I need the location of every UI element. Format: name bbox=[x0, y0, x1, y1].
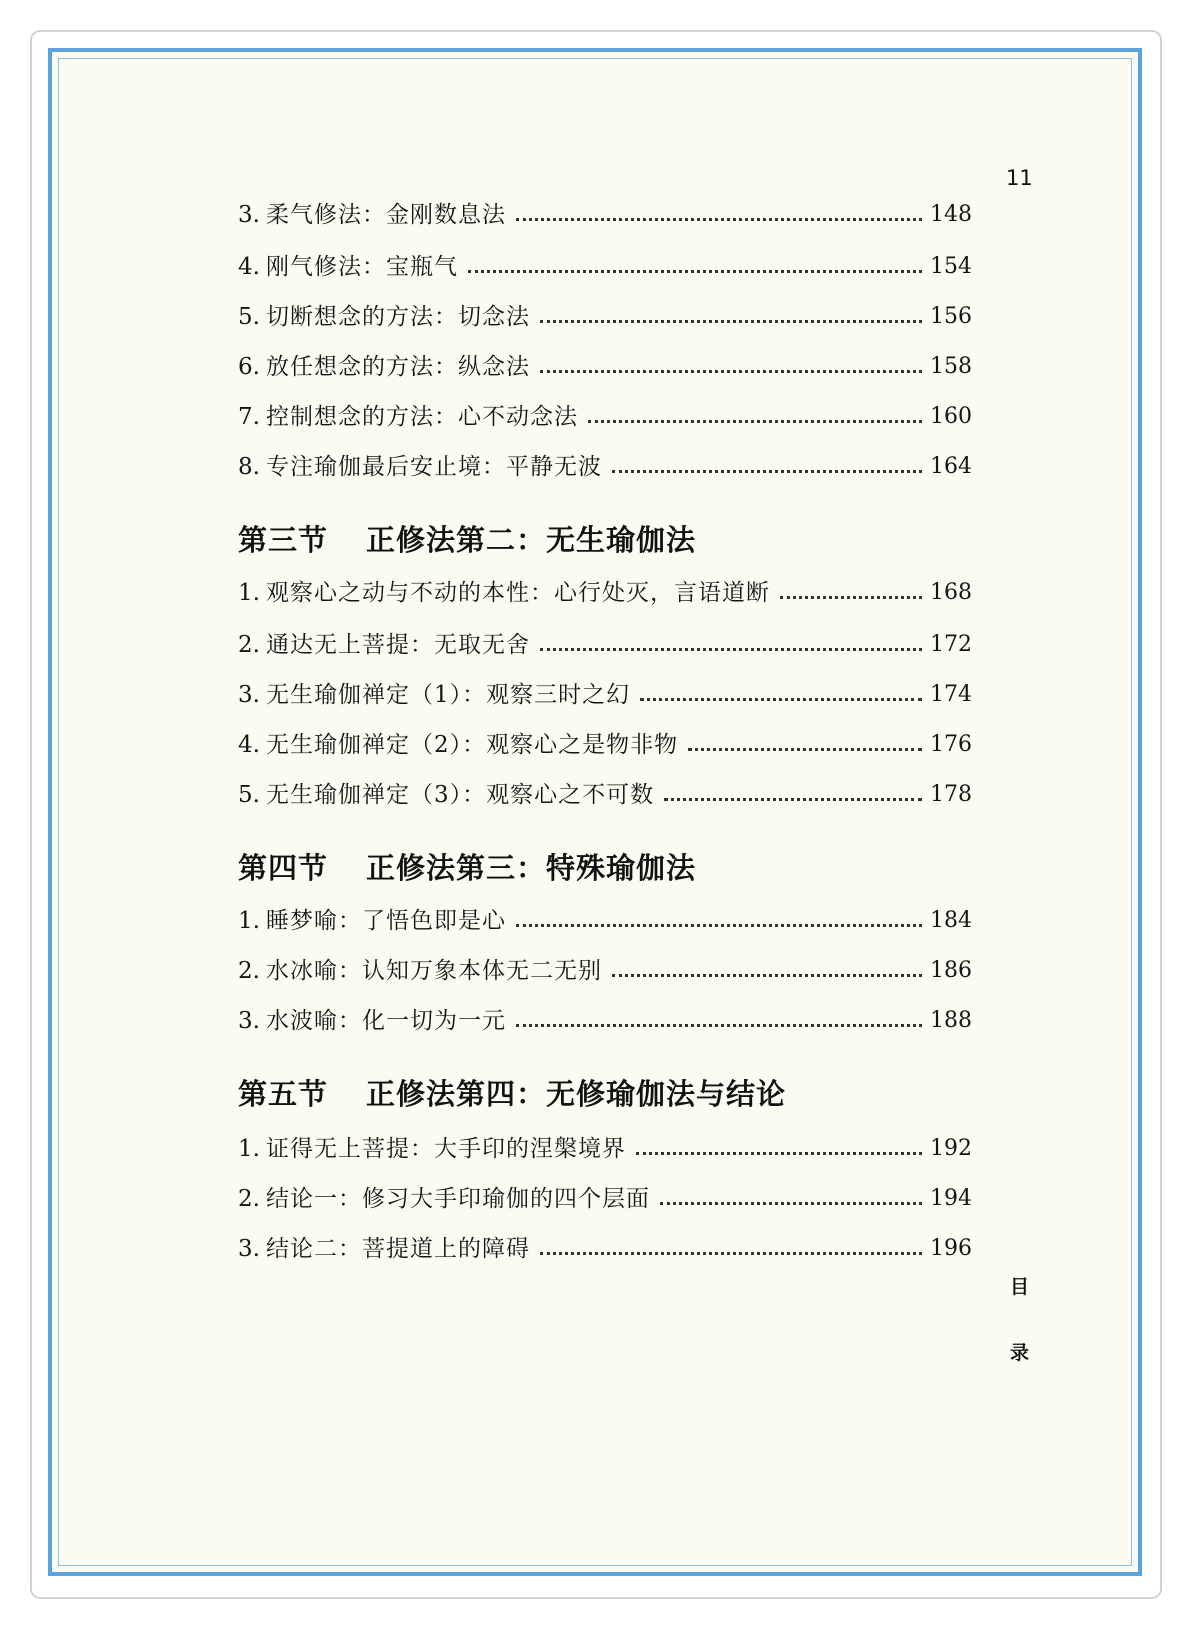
toc-entry[interactable] bbox=[238, 780, 972, 810]
toc-entry[interactable] bbox=[238, 302, 972, 332]
section-heading[interactable] bbox=[238, 846, 696, 887]
entry-title: 通达无上菩提：无取无舍 bbox=[265, 632, 530, 658]
entry-page-number: 172 bbox=[930, 632, 972, 657]
entry-title: 专注瑜伽最后安止境：平静无波 bbox=[265, 454, 602, 480]
entry-number: 2. bbox=[238, 632, 260, 658]
entry-number: 4. bbox=[238, 254, 260, 280]
entry-number: 6. bbox=[238, 354, 260, 380]
entry-title: 无生瑜伽禅定（3）：观察心之不可数 bbox=[265, 782, 655, 808]
entry-number: 8. bbox=[238, 454, 260, 480]
entry-title: 放任想念的方法：纵念法 bbox=[265, 354, 530, 380]
section-title: 正修法第四：无修瑜伽法与结论 bbox=[366, 1077, 787, 1111]
entry-number: 3. bbox=[238, 1008, 260, 1034]
side-label-char-1: 目 bbox=[1010, 1276, 1030, 1298]
entry-page-number: 186 bbox=[930, 958, 972, 983]
entry-number: 5. bbox=[238, 782, 260, 808]
dot-leader bbox=[540, 648, 922, 651]
section-heading[interactable] bbox=[238, 518, 696, 559]
dot-leader bbox=[540, 1252, 922, 1255]
entry-title: 无生瑜伽禅定（2）：观察心之是物非物 bbox=[265, 732, 679, 758]
entry-title: 控制想念的方法：心不动念法 bbox=[265, 404, 578, 430]
toc-entry[interactable] bbox=[238, 200, 972, 230]
dot-leader bbox=[664, 798, 922, 801]
dot-leader bbox=[588, 420, 922, 423]
entry-number: 5. bbox=[238, 304, 260, 330]
entry-title: 观察心之动与不动的本性：心行处灭，言语道断 bbox=[265, 580, 770, 606]
toc-entry[interactable] bbox=[238, 680, 972, 710]
entry-page-number: 184 bbox=[930, 908, 972, 933]
section-label: 第五节 bbox=[238, 1077, 329, 1111]
dot-leader bbox=[640, 698, 922, 701]
entry-page-number: 174 bbox=[930, 682, 972, 707]
entry-page-number: 192 bbox=[930, 1136, 972, 1161]
toc-entry[interactable] bbox=[238, 252, 972, 282]
dot-leader bbox=[612, 974, 922, 977]
section-label: 第四节 bbox=[238, 851, 329, 885]
dot-leader bbox=[468, 270, 922, 273]
entry-number: 1. bbox=[238, 580, 260, 606]
entry-title: 刚气修法：宝瓶气 bbox=[265, 254, 458, 280]
toc-entry[interactable] bbox=[238, 1006, 972, 1036]
page-number: 11 bbox=[1006, 166, 1033, 190]
toc-entry[interactable] bbox=[238, 630, 972, 660]
toc-entry[interactable] bbox=[238, 402, 972, 432]
entry-title: 结论一：修习大手印瑜伽的四个层面 bbox=[265, 1186, 650, 1212]
dot-leader bbox=[688, 748, 922, 751]
entry-number: 3. bbox=[238, 202, 260, 228]
section-title: 正修法第二：无生瑜伽法 bbox=[366, 523, 697, 557]
entry-title: 结论二：菩提道上的障碍 bbox=[265, 1236, 530, 1262]
entry-number: 4. bbox=[238, 732, 260, 758]
entry-number: 1. bbox=[238, 908, 260, 934]
dot-leader bbox=[636, 1152, 922, 1155]
entry-page-number: 196 bbox=[930, 1236, 972, 1261]
dot-leader bbox=[540, 370, 922, 373]
entry-page-number: 160 bbox=[930, 404, 972, 429]
entry-page-number: 148 bbox=[930, 202, 972, 227]
entry-title: 水波喻：化一切为一元 bbox=[265, 1008, 506, 1034]
toc-entry[interactable] bbox=[238, 1134, 972, 1164]
entry-title: 无生瑜伽禅定（1）：观察三时之幻 bbox=[265, 682, 631, 708]
entry-page-number: 176 bbox=[930, 732, 972, 757]
entry-page-number: 178 bbox=[930, 782, 972, 807]
entry-page-number: 156 bbox=[930, 304, 972, 329]
entry-page-number: 158 bbox=[930, 354, 972, 379]
entry-title: 柔气修法：金刚数息法 bbox=[265, 202, 506, 228]
section-label: 第三节 bbox=[238, 523, 329, 557]
toc-entry[interactable] bbox=[238, 1184, 972, 1214]
toc-entry[interactable] bbox=[238, 1234, 972, 1264]
dot-leader bbox=[780, 596, 922, 599]
dot-leader bbox=[516, 1024, 922, 1027]
dot-leader bbox=[660, 1202, 922, 1205]
entry-page-number: 194 bbox=[930, 1186, 972, 1211]
entry-title: 水冰喻：认知万象本体无二无别 bbox=[265, 958, 602, 984]
entry-number: 3. bbox=[238, 1236, 260, 1262]
entry-title: 证得无上菩提：大手印的涅槃境界 bbox=[265, 1136, 626, 1162]
page-inner-border bbox=[58, 58, 1132, 1566]
side-label-char-2: 录 bbox=[1010, 1342, 1030, 1364]
entry-number: 3. bbox=[238, 682, 260, 708]
entry-page-number: 164 bbox=[930, 454, 972, 479]
entry-number: 2. bbox=[238, 1186, 260, 1212]
toc-entry[interactable] bbox=[238, 956, 972, 986]
dot-leader bbox=[612, 470, 922, 473]
dot-leader bbox=[516, 218, 922, 221]
toc-entry[interactable] bbox=[238, 352, 972, 382]
entry-number: 1. bbox=[238, 1136, 260, 1162]
dot-leader bbox=[540, 320, 922, 323]
toc-entry[interactable] bbox=[238, 452, 972, 482]
entry-page-number: 154 bbox=[930, 254, 972, 279]
toc-entry[interactable] bbox=[238, 730, 972, 760]
section-title: 正修法第三：特殊瑜伽法 bbox=[366, 851, 697, 885]
dot-leader bbox=[516, 924, 922, 927]
entry-title: 睡梦喻：了悟色即是心 bbox=[265, 908, 506, 934]
entry-page-number: 168 bbox=[930, 580, 972, 605]
toc-entry[interactable] bbox=[238, 578, 972, 608]
entry-title: 切断想念的方法：切念法 bbox=[265, 304, 530, 330]
toc-entry[interactable] bbox=[238, 906, 972, 936]
entry-number: 7. bbox=[238, 404, 260, 430]
section-heading[interactable] bbox=[238, 1072, 786, 1113]
entry-page-number: 188 bbox=[930, 1008, 972, 1033]
entry-number: 2. bbox=[238, 958, 260, 984]
